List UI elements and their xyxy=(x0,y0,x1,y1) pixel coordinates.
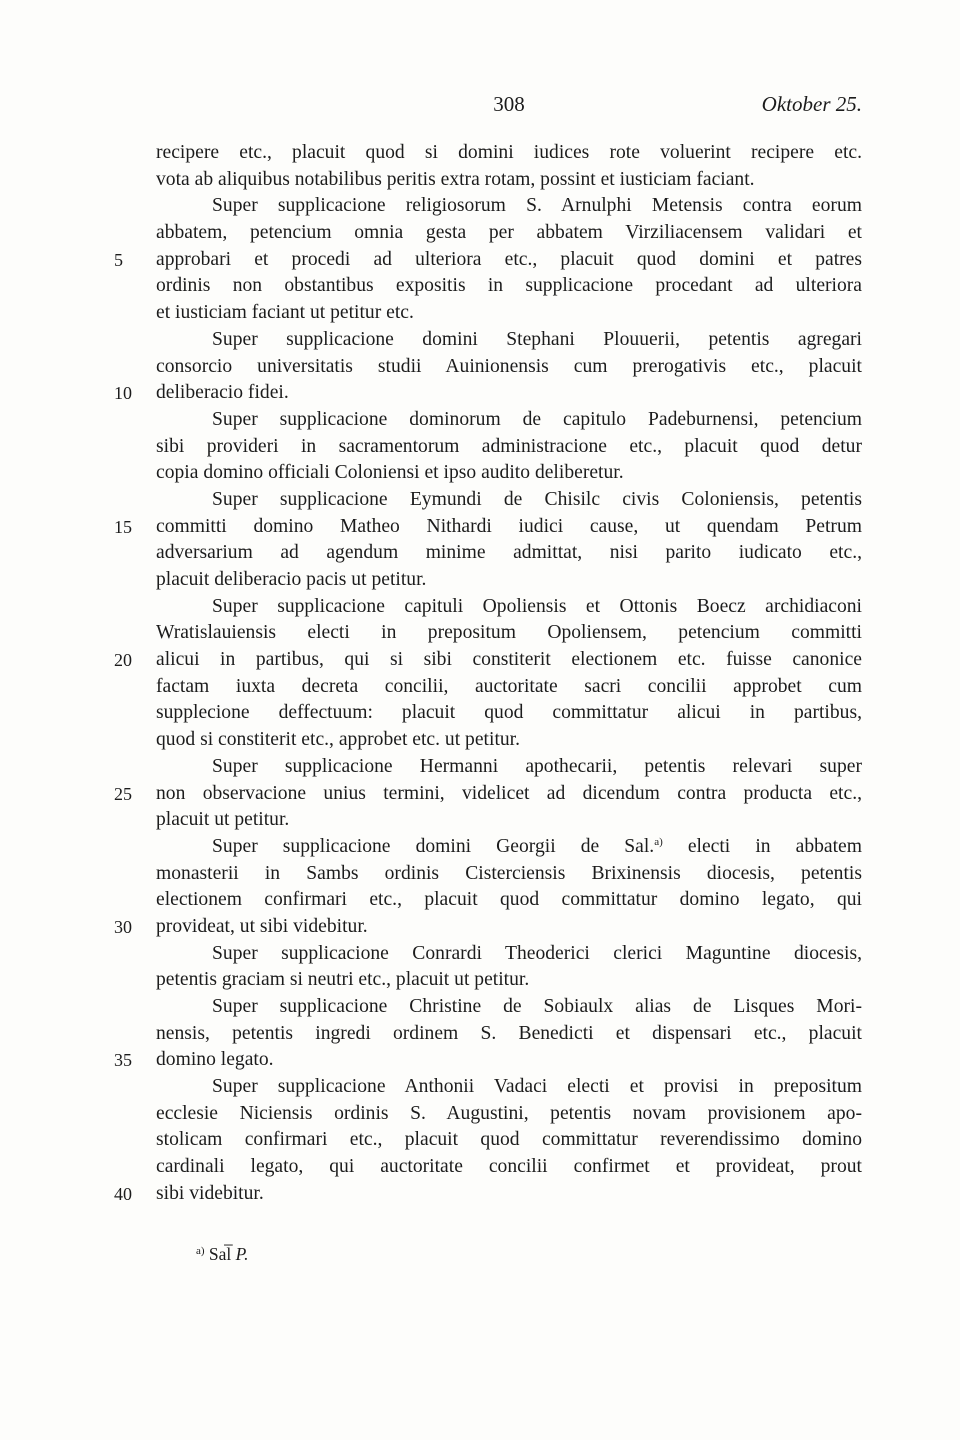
line-text: et iusticiam faciant ut petitur etc. xyxy=(156,302,414,324)
text-line xyxy=(156,674,862,701)
text-line xyxy=(114,781,862,808)
text-line xyxy=(156,994,862,1021)
line-text: consorcio universitatis studii Auinionensis cum prerogativis etc., placuit xyxy=(156,355,862,377)
line-text: Super supplicacione Hermanni apothecarii, petentis relevari super xyxy=(212,755,862,777)
footnote xyxy=(196,1244,248,1265)
footnote-source: P. xyxy=(235,1244,249,1264)
text-line xyxy=(156,140,862,167)
line-text: Super supplicacione Conrardi Theoderici clerici Maguntine diocesis, xyxy=(212,942,862,964)
line-text: Super supplicacione Eymundi de Chisilc civis Coloniensis, petentis xyxy=(212,488,862,510)
text-line xyxy=(156,354,862,381)
line-text: Super supplicacione religiosorum S. Arnulphi Metensis contra eorum xyxy=(212,195,862,217)
line-text: recipere etc., placuit quod si domini iudices rote voluerint recipere etc. xyxy=(156,142,862,163)
line-text: copia domino officiali Coloniensi et ipso audito deliberetur. xyxy=(156,462,624,484)
text-line xyxy=(156,1101,862,1128)
line-text: provideat, ut sibi videbitur. xyxy=(156,915,368,937)
line-text: stolicam confirmari etc., placuit quod committatur reverendissimo domino xyxy=(156,1129,862,1151)
text-line xyxy=(156,754,862,781)
line-text: Super supplicacione Christine de Sobiaulx alias de Lisques Mori- xyxy=(212,996,862,1017)
text-line xyxy=(156,887,862,914)
text-line xyxy=(156,861,862,888)
text-line xyxy=(156,460,862,487)
page-number: 308 xyxy=(493,92,525,116)
text-line xyxy=(156,407,862,434)
page-header xyxy=(156,92,862,122)
line-number: 30 xyxy=(114,916,132,937)
text-line xyxy=(156,327,862,354)
line-text: Super supplicacione domini Stephani Plouuerii, petentis agregari xyxy=(212,328,862,350)
text-line xyxy=(156,540,862,567)
text-line xyxy=(156,434,862,461)
text-line xyxy=(156,700,862,727)
line-text: sibi videbitur. xyxy=(156,1182,264,1204)
text-line xyxy=(156,220,862,247)
line-text: Wratislauiensis electi in prepositum Opoliensem, petencium committi xyxy=(156,622,862,644)
line-text: vota ab aliquibus notabilibus peritis extra rotam, possint et iusticiam faciant. xyxy=(156,168,755,190)
line-text: cardinali legato, qui auctoritate concilii confirmet et provideat, prout xyxy=(156,1156,862,1178)
line-text: non observacione unius termini, videlicet ad dicendum contra producta etc., xyxy=(156,782,862,804)
line-text: deliberacio fidei. xyxy=(156,382,289,404)
text-line xyxy=(156,941,862,968)
text-line xyxy=(114,380,862,407)
text-line xyxy=(156,1154,862,1181)
text-line xyxy=(156,967,862,994)
line-number: 15 xyxy=(114,516,132,537)
line-text: committi domino Matheo Nithardi iudici cause, ut quendam Petrum xyxy=(156,515,862,537)
line-number: 5 xyxy=(114,249,123,270)
line-number: 35 xyxy=(114,1050,132,1071)
text-line xyxy=(114,914,862,941)
footnote-text: Sal̅ xyxy=(208,1244,232,1264)
line-text: abbatem, petencium omnia gesta per abbatem Virziliacensem validari et xyxy=(156,222,862,244)
text-line xyxy=(156,727,862,754)
line-text: placuit deliberacio pacis ut petitur. xyxy=(156,569,427,590)
line-text: sibi provideri in sacramentorum administracione etc., placuit quod detur xyxy=(156,435,862,457)
line-text: Super supplicacione Anthonii Vadaci electi et provisi in prepositum xyxy=(212,1076,862,1098)
line-number: 25 xyxy=(114,783,132,804)
footnote-reference: a) xyxy=(654,835,663,848)
line-text: alicui in partibus, qui si sibi constiterit electionem etc. fuisse canonice xyxy=(156,649,862,671)
line-text: placuit ut petitur. xyxy=(156,809,290,831)
line-text: petentis graciam si neutri etc., placuit ut petitur. xyxy=(156,969,530,991)
text-line xyxy=(156,167,862,194)
text-line xyxy=(114,1047,862,1074)
line-number: 20 xyxy=(114,650,132,671)
body-text xyxy=(114,140,862,1208)
line-text: monasterii in Sambs ordinis Cisterciensis Brixinensis diocesis, petentis xyxy=(156,862,862,884)
text-line xyxy=(156,620,862,647)
footnote-marker: a) xyxy=(196,1245,205,1257)
text-line xyxy=(114,247,862,274)
text-line xyxy=(156,1021,862,1048)
line-text: Super supplicacione dominorum de capitulo Padeburnensi, petencium xyxy=(212,408,862,430)
line-text-continued: electi in abbatem xyxy=(662,835,862,857)
text-line xyxy=(156,193,862,220)
text-line xyxy=(156,1127,862,1154)
line-text: Super supplicacione domini Georgii de Sal. xyxy=(212,835,655,857)
text-line xyxy=(114,514,862,541)
line-text: electionem confirmari etc., placuit quod committatur domino legato, qui xyxy=(156,889,862,911)
line-text: ecclesie Niciensis ordinis S. Augustini, petentis novam provisionem apo- xyxy=(156,1102,862,1124)
line-text: ordinis non obstantibus expositis in supplicacione procedant ad ulteriora xyxy=(156,275,862,297)
line-text: nensis, petentis ingredi ordinem S. Benedicti et dispensari etc., placuit xyxy=(156,1022,862,1044)
text-line xyxy=(114,1181,862,1208)
running-head: Oktober 25. xyxy=(761,92,862,116)
line-text: factam iuxta decreta concilii, auctoritate sacri concilii approbet cum xyxy=(156,675,862,697)
line-text: supplecione deffectuum: placuit quod committatur alicui in partibus, xyxy=(156,702,862,724)
text-line xyxy=(156,567,862,594)
text-line xyxy=(114,647,862,674)
line-number: 40 xyxy=(114,1183,132,1204)
line-text: domino legato. xyxy=(156,1049,274,1071)
text-line xyxy=(156,834,862,861)
line-text: approbari et procedi ad ulteriora etc., placuit quod domini et patres xyxy=(156,248,862,270)
line-text: quod si constiterit etc., approbet etc. ut petitur. xyxy=(156,729,521,751)
text-line xyxy=(156,487,862,514)
text-line xyxy=(156,273,862,300)
line-text: Super supplicacione capituli Opoliensis et Ottonis Boecz archidiaconi xyxy=(212,595,862,617)
text-line xyxy=(156,594,862,621)
text-line xyxy=(156,300,862,327)
text-line xyxy=(156,807,862,834)
line-text: adversarium ad agendum minime admittat, nisi parito iudicato etc., xyxy=(156,542,862,564)
text-line xyxy=(156,1074,862,1101)
line-number: 10 xyxy=(114,383,132,404)
